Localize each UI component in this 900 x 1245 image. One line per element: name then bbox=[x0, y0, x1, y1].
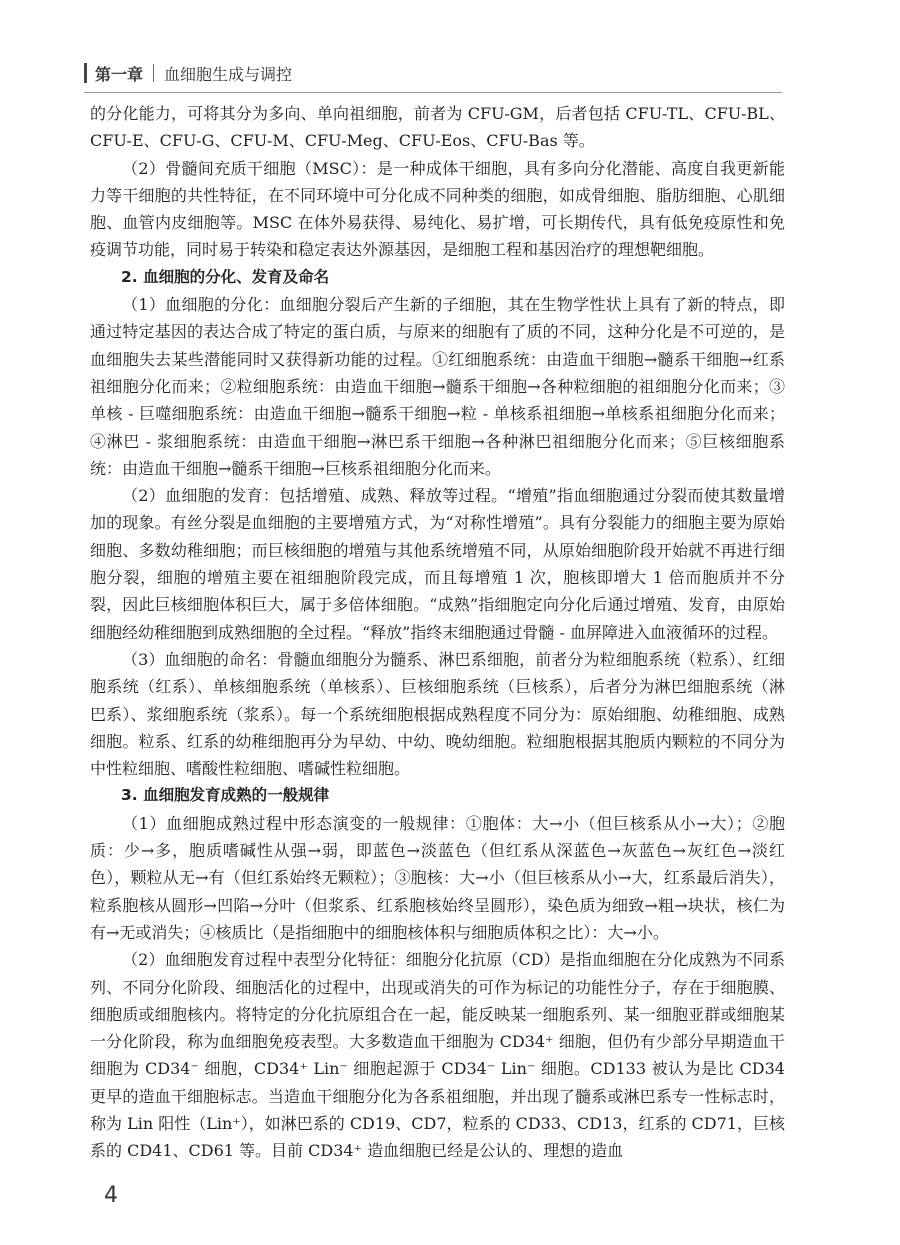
running-header bbox=[84, 60, 292, 86]
paragraph-differentiation: （1）血细胞的分化：血细胞分裂后产生新的子细胞，其在生物学性状上具有了新的特点，即通过特定基因的表达合成了特定的蛋白质，与原来的细胞有了质的不同，这种分化是不可逆的，是血细胞失去某些潜能同时又获得新功能的过程。①红细胞系统：由造血干细胞→髓系干细胞→红系祖细胞分化而来；②粒细胞系统：由造血干细胞→髓系干细胞→各种粒细胞的祖细胞分化而来；③单核 - 巨噬细胞系统：由造血干细胞→髓系干细胞→粒 - 单核系祖细胞→单核系祖细胞分化而来；④淋巴 - 浆细胞系统：由造血干细胞→淋巴系干细胞→各种淋巴祖细胞分化而来；⑤巨核细胞系统：由造血干细胞→髓系干细胞→巨核系祖细胞分化而来。 bbox=[90, 295, 785, 478]
header-rule bbox=[84, 92, 782, 93]
header-separator bbox=[153, 64, 154, 82]
paragraph-phenotype: （2）血细胞发育过程中表型分化特征：细胞分化抗原（CD）是指血细胞在分化成熟为不同系列、不同分化阶段、细胞活化的过程中，出现或消失的可作为标记的功能性分子，存在于细胞膜、细胞质或细胞核内。将特定的分化抗原组合在一起，能反映某一细胞系列、某一细胞亚群或细胞某一分化阶段，称为血细胞免疫表型。大多数造血干细胞为 CD34⁺ 细胞，但仍有少部分早期造血干细胞为 CD34⁻ 细胞，CD34⁺ Lin⁻ 细胞起源于 CD34⁻ Lin⁻ 细胞。CD133 被认为是比 CD34 更早的造血干细胞标志。当造血干细胞分化为各系祖细胞，并出现了髓系或淋巴系专一性标志时，称为 Lin 阳性（Lin⁺），如淋巴系的 CD19、CD7，粒系的 CD33、CD13，红系的 CD71，巨核系的 CD41、CD61 等。目前 CD34⁺ 造血细胞已经是公认的、理想的造血 bbox=[90, 950, 785, 1161]
chapter-title: 血细胞生成与调控 bbox=[164, 64, 293, 84]
section-heading-2: 2. 血细胞的分化、发育及命名 bbox=[121, 267, 330, 286]
chapter-label: 第一章 bbox=[95, 64, 144, 84]
paragraph-continued: 的分化能力，可将其分为多向、单向祖细胞，前者为 CFU-GM，后者包括 CFU-TL、CFU-BL、CFU-E、CFU-G、CFU-M、CFU-Meg、CFU-Eos、CFU-Bas 等。 bbox=[90, 104, 785, 151]
section-heading-3: 3. 血细胞发育成熟的一般规律 bbox=[121, 786, 330, 805]
paragraph-development: （2）血细胞的发育：包括增殖、成熟、释放等过程。“增殖”指血细胞通过分裂而使其数量增加的现象。有丝分裂是血细胞的主要增殖方式，为“对称性增殖”。具有分裂能力的细胞主要为原始细胞、多数幼稚细胞；而巨核细胞的增殖与其他系统增殖不同，从原始细胞阶段开始就不再进行细胞分裂，细胞的增殖主要在祖细胞阶段完成，而且每增殖 1 次，胞核即增大 1 倍而胞质并不分裂，因此巨核细胞体积巨大，属于多倍体细胞。“成熟”指细胞定向分化后通过增殖、发育，由原始细胞经幼稚细胞到成熟细胞的全过程。“释放”指终末细胞通过骨髓 - 血屏障进入血液循环的过程。 bbox=[90, 486, 785, 642]
paragraph-naming: （3）血细胞的命名：骨髓血细胞分为髓系、淋巴系细胞，前者分为粒细胞系统（粒系）、红细胞系统（红系）、单核细胞系统（单核系）、巨核细胞系统（巨核系），后者分为淋巴细胞系统（淋巴系）、浆细胞系统（浆系）。每一个系统细胞根据成熟程度不同分为：原始细胞、幼稚细胞、成熟细胞。粒系、红系的幼稚细胞再分为早幼、中幼、晚幼细胞。粒细胞根据其胞质内颗粒的不同分为中性粒细胞、嗜酸性粒细胞、嗜碱性粒细胞。 bbox=[90, 649, 785, 779]
paragraph-morphology: （1）血细胞成熟过程中形态演变的一般规律：①胞体：大→小（但巨核系从小→大）；②胞质：少→多，胞质嗜碱性从强→弱，即蓝色→淡蓝色（但红系从深蓝色→灰蓝色→灰红色→淡红色），颗粒从无→有（但红系始终无颗粒）；③胞核：大→小（但巨核系从小→大，红系最后消失），粒系胞核从圆形→凹陷→分叶（但浆系、红系胞核始终呈圆形），染色质为细致→粗→块状，核仁为有→无或消失；④核质比（是指细胞中的细胞核体积与细胞质体积之比）：大→小。 bbox=[90, 813, 785, 942]
page-number: 4 bbox=[104, 1183, 118, 1208]
header-bar bbox=[84, 63, 87, 83]
page-body bbox=[90, 100, 785, 1165]
paragraph-msc: （2）骨髓间充质干细胞（MSC）：是一种成体干细胞，具有多向分化潜能、高度自我更新能力等干细胞的共性特征，在不同环境中可分化成不同种类的细胞，如成骨细胞、脂肪细胞、心肌细胞、血管内皮细胞等。MSC 在体外易获得、易纯化、易扩增，可长期传代，具有低免疫原性和免疫调节功能，同时易于转染和稳定表达外源基因，是细胞工程和基因治疗的理想靶细胞。 bbox=[90, 158, 785, 260]
